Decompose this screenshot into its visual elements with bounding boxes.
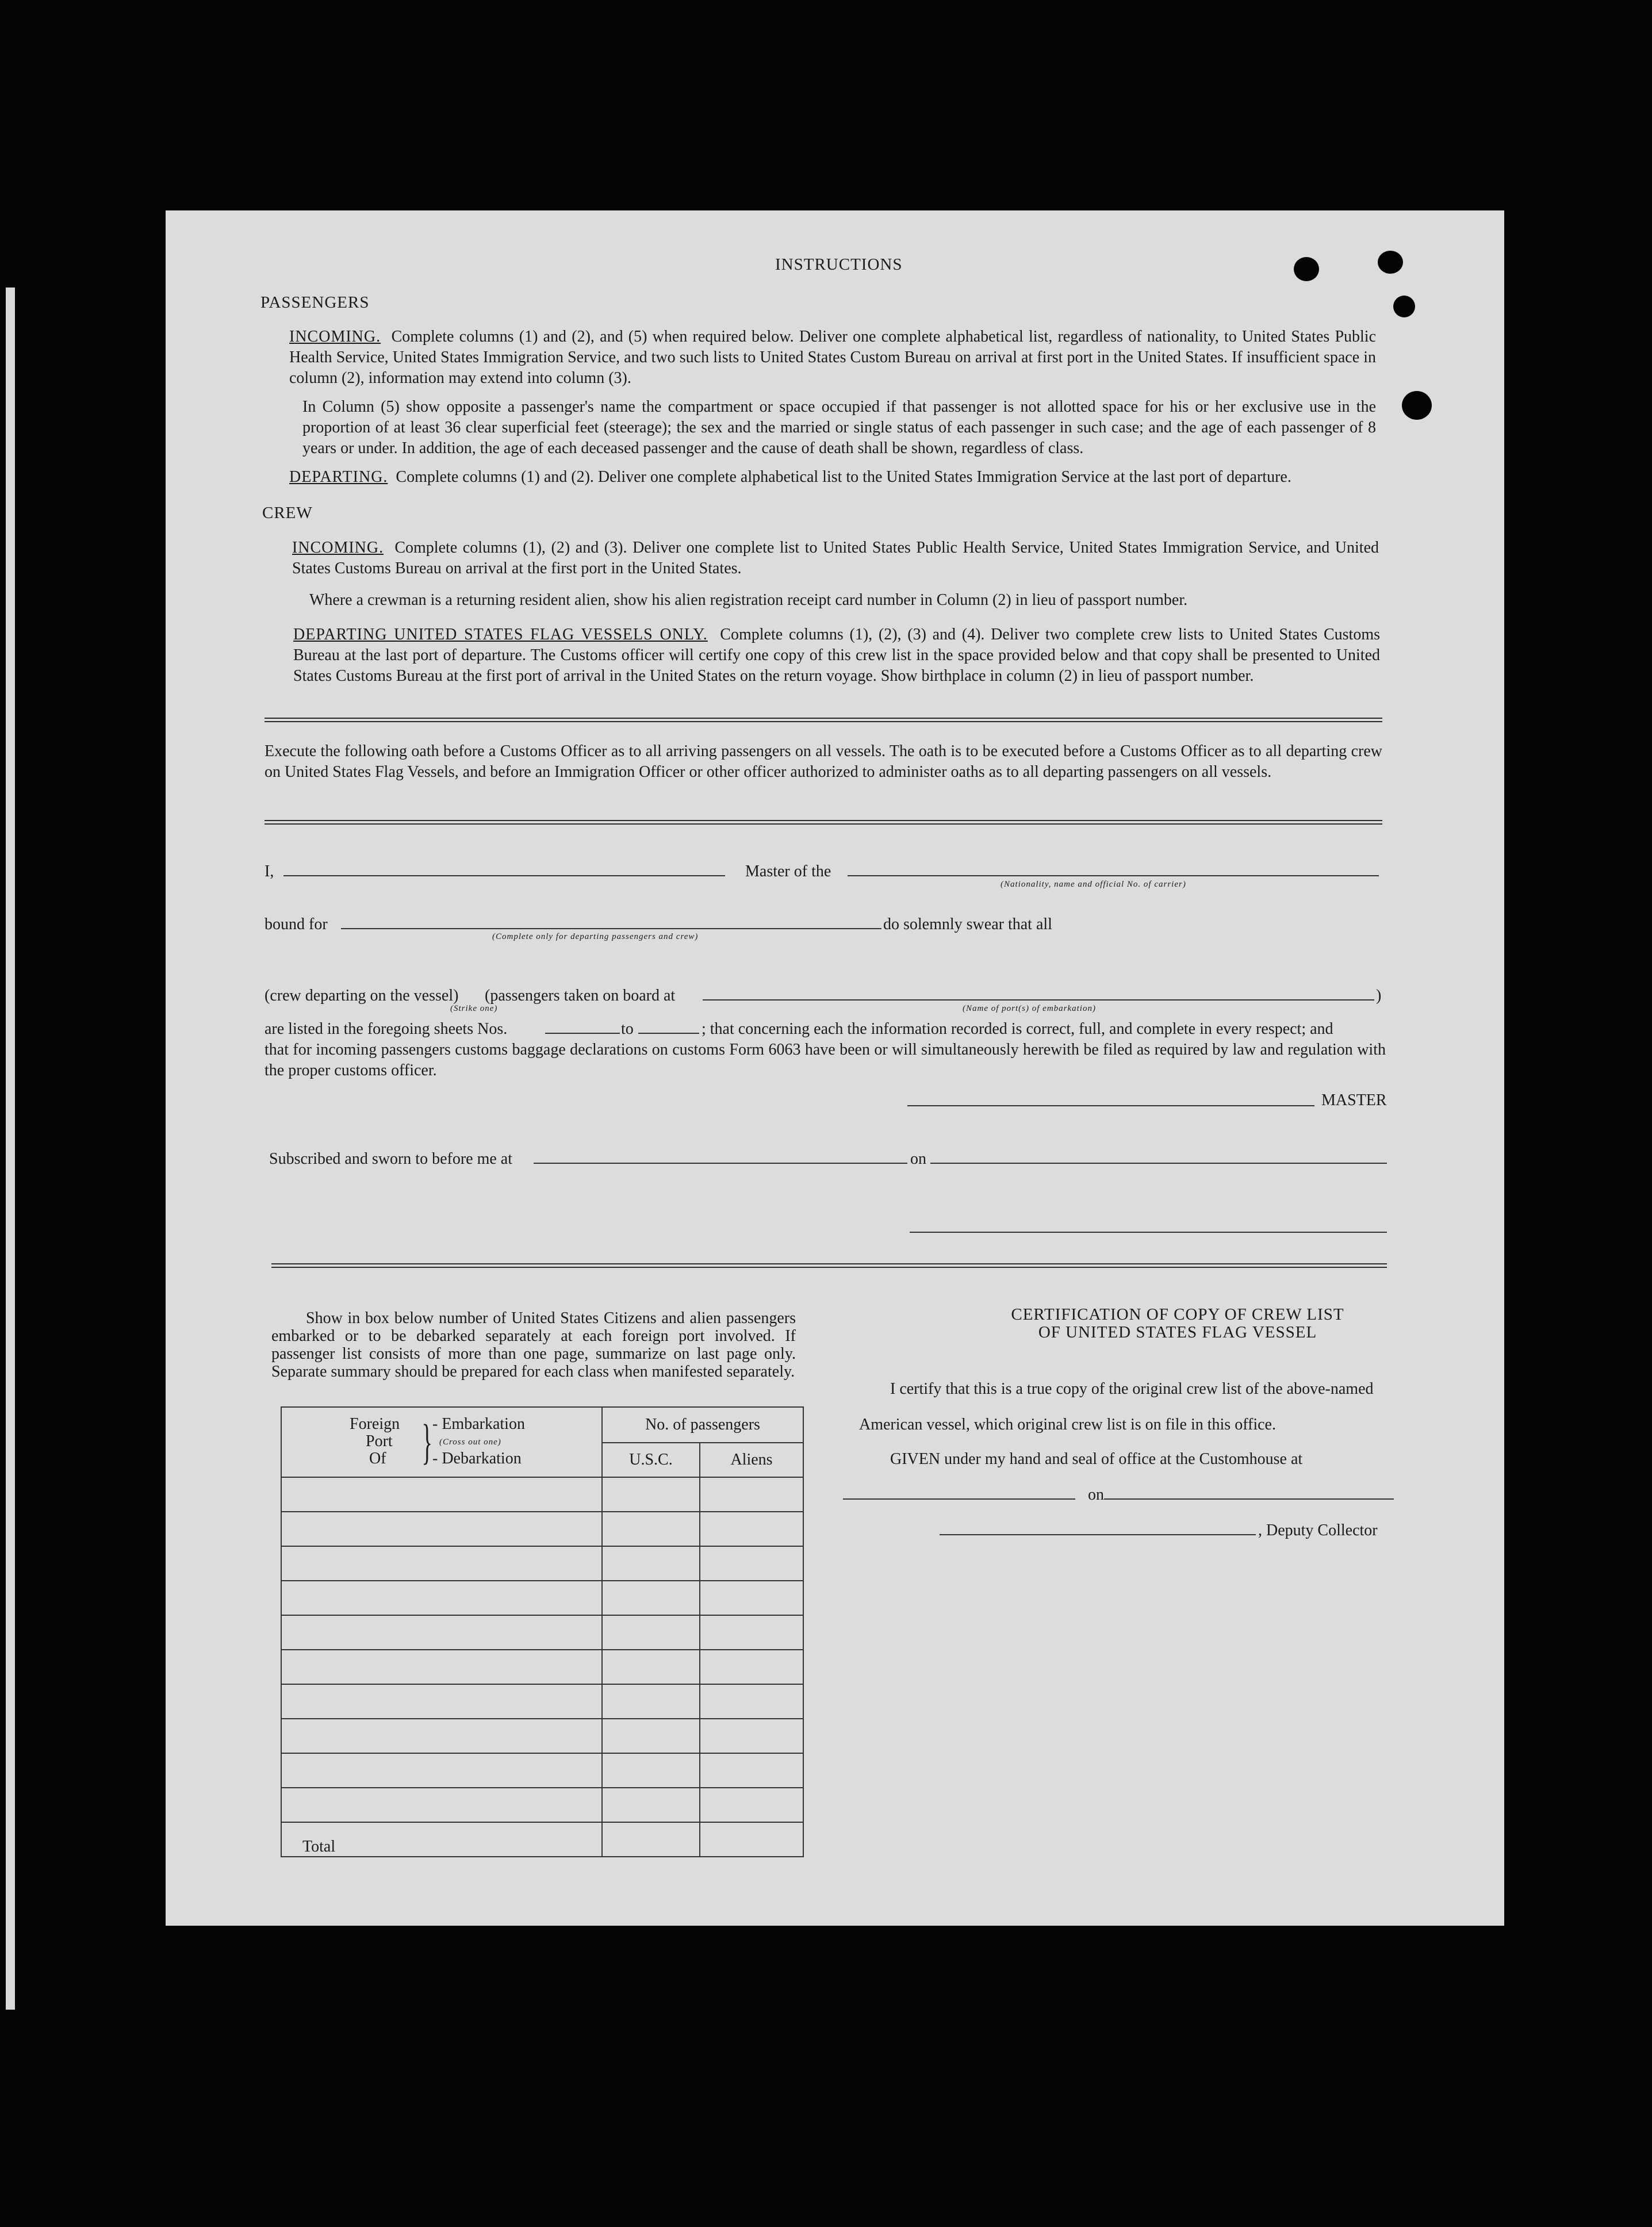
punch-hole: [1393, 296, 1415, 317]
certification-title-line2: OF UNITED STATES FLAG VESSEL: [1038, 1323, 1317, 1341]
aliens-header: Aliens: [700, 1443, 803, 1477]
bound-note: (Complete only for departing passengers and crew): [492, 932, 699, 941]
punch-hole: [1294, 257, 1319, 281]
crew-incoming-paragraph: [292, 538, 1379, 579]
form-page: [166, 210, 1504, 1926]
usc-header: U.S.C.: [602, 1443, 700, 1477]
crew-heading: CREW: [262, 504, 313, 522]
passengers-incoming-text: Complete columns (1) and (2), and (5) when required below. Deliver one complete alphabetical list, regardless of nationality, to United States Public Health Service, United States Immigration Service, and two such lists to United States Custom Bureau on arrival at first port in the United States. If insufficient space in column (2), information may extend into column (3).: [289, 328, 1377, 387]
total-usc-cell[interactable]: [602, 1822, 700, 1857]
port-cell[interactable]: [281, 1615, 602, 1650]
table-row: [281, 1615, 803, 1650]
crew-departing-text: Complete columns (1), (2), (3) and (4). Deliver two complete crew lists to United States Customs Bureau at the last port of departure. The Customs officer will certify one copy of this crew list in the space provided below and that copy shall be presented to United States Customs Bureau at the first port of arrival in the United States on the return voyage. Show birthplace in column (2) in lieu of passport number.: [293, 626, 1381, 685]
usc-cell[interactable]: [602, 1546, 700, 1581]
table-row: [281, 1788, 803, 1822]
port-cell[interactable]: [281, 1477, 602, 1512]
listed-more: that for incoming passengers customs baggage declarations on customs Form 6063 have been or will simultaneously herewith be filed as required by law and regulation with the proper customs officer.: [265, 1041, 1386, 1079]
certification-on-label: on: [1088, 1486, 1104, 1504]
strike-note: (Strike one): [450, 1004, 498, 1013]
certification-title-line1: CERTIFICATION OF COPY OF CREW LIST: [1011, 1305, 1344, 1324]
passengers-heading: PASSENGERS: [260, 293, 370, 312]
subscribed-label: Subscribed and sworn to before me at: [269, 1150, 512, 1168]
sheet-from-line: [545, 1033, 620, 1034]
bound-for-label: bound for: [265, 915, 328, 933]
aliens-cell[interactable]: [700, 1719, 803, 1753]
embarkation-line: [703, 999, 1374, 1001]
listed-prefix: are listed in the foregoing sheets Nos.: [265, 1020, 508, 1038]
passengers-departing-lead: DEPARTING.: [289, 468, 388, 486]
total-row: [281, 1822, 803, 1857]
crew-incoming-text: Complete columns (1), (2) and (3). Deliver one complete list to United States Public Health Service, United States Immigration Service, and United States Customs Bureau on arrival at the first port in the United States.: [292, 539, 1379, 577]
aliens-cell[interactable]: [700, 1546, 803, 1581]
usc-cell[interactable]: [602, 1753, 700, 1788]
aliens-cell[interactable]: [700, 1788, 803, 1822]
given-text: GIVEN under my hand and seal of office at the Customhouse at: [890, 1450, 1303, 1468]
port-cell[interactable]: [281, 1512, 602, 1546]
passengers-departing-paragraph: [289, 467, 1376, 488]
table-row: [281, 1753, 803, 1788]
instructions-title: INSTRUCTIONS: [775, 255, 903, 274]
usc-cell[interactable]: [602, 1719, 700, 1753]
aliens-cell[interactable]: [700, 1615, 803, 1650]
to-label: to: [621, 1020, 634, 1038]
usc-cell[interactable]: [602, 1650, 700, 1684]
aliens-cell[interactable]: [700, 1512, 803, 1546]
master-signature-line: [907, 1105, 1314, 1106]
certification-date-line: [1104, 1498, 1394, 1500]
aliens-cell[interactable]: [700, 1684, 803, 1719]
aliens-cell[interactable]: [700, 1753, 803, 1788]
passengers-incoming-paragraph: [289, 327, 1376, 389]
table-row: [281, 1650, 803, 1684]
total-aliens-cell[interactable]: [700, 1822, 803, 1857]
debarkation-label: - Debarkation: [432, 1450, 522, 1467]
punch-hole: [1378, 251, 1403, 274]
port-label-2: Port: [366, 1432, 393, 1450]
usc-cell[interactable]: [602, 1615, 700, 1650]
port-cell[interactable]: [281, 1719, 602, 1753]
master-label: MASTER: [1321, 1091, 1387, 1109]
certify-text: I certify that this is a true copy of the original crew list of the above-named: [890, 1380, 1374, 1398]
passengers-column5-paragraph: In Column (5) show opposite a passenger's name the compartment or space occupied if that passenger is not allotted space for his or her exclusive use in the proportion of at least 36 clear superficial feet (steerage); the sex and the married or single status of each passenger in such case; and the age of each passenger of 8 years or under. In addition, the age of each deceased passenger and the cause of death shall be shown, regardless of class.: [302, 398, 1376, 457]
carrier-note: (Nationality, name and official No. of carrier): [1001, 880, 1186, 889]
usc-cell[interactable]: [602, 1512, 700, 1546]
section-divider: [271, 1263, 1387, 1268]
officer-signature-line: [910, 1232, 1387, 1233]
section-divider: [265, 820, 1382, 825]
table-row: [281, 1581, 803, 1615]
deputy-signature-line: [940, 1534, 1256, 1535]
deputy-collector-label: , Deputy Collector: [1258, 1521, 1378, 1539]
usc-cell[interactable]: [602, 1684, 700, 1719]
table-row: [281, 1477, 803, 1512]
swear-text: do solemnly swear that all: [883, 915, 1052, 933]
close-paren: ): [1376, 987, 1382, 1005]
oath-intro: Execute the following oath before a Customs Officer as to all arriving passengers on all vessels. The oath is to be executed before a Customs Officer as to all departing crew on United States Flag Vessels, and before an Immigration Officer or other officer authorized to administer oaths as to all departing passengers on all vessels.: [265, 742, 1382, 781]
aliens-cell[interactable]: [700, 1477, 803, 1512]
port-label-3: Of: [369, 1450, 386, 1467]
summary-instructions: Show in box below number of United States Citizens and alien passengers embarked or to be debarked separately at each foreign port involved. If passenger list consists of more than one page, summarize on last page only. Separate summary should be prepared for each class when manifested separately.: [271, 1309, 796, 1381]
subscribed-date-line: [930, 1163, 1387, 1164]
port-label-1: Foreign: [350, 1415, 400, 1433]
certification-title: [856, 1306, 1500, 1341]
usc-cell[interactable]: [602, 1788, 700, 1822]
subscribed-place-line: [534, 1163, 907, 1164]
punch-hole: [1402, 391, 1432, 420]
passengers-incoming-lead: INCOMING.: [289, 328, 381, 346]
film-edge: [6, 288, 15, 2010]
table-row: [281, 1719, 803, 1753]
crew-departing-paragraph: [293, 624, 1380, 687]
sheet-to-line: [638, 1033, 699, 1034]
brace-icon: }: [421, 1414, 432, 1469]
port-cell[interactable]: [281, 1684, 602, 1719]
crew-option: (crew departing on the vessel): [265, 987, 459, 1005]
section-divider: [265, 718, 1382, 722]
table-row: [281, 1546, 803, 1581]
port-cell[interactable]: [281, 1546, 602, 1581]
customhouse-line: [843, 1498, 1075, 1500]
passengers-departing-text: Complete columns (1) and (2). Deliver one complete alphabetical list to the United States Immigration Service at the last port of departure.: [396, 468, 1291, 486]
carrier-line: [848, 875, 1379, 876]
table-row: [281, 1512, 803, 1546]
port-cell[interactable]: [281, 1650, 602, 1684]
crew-resident-paragraph: Where a crewman is a returning resident alien, show his alien registration receipt card number in Column (2) in lieu of passport number.: [309, 591, 1188, 609]
master-of-label: Master of the: [745, 863, 831, 880]
port-cell[interactable]: [281, 1753, 602, 1788]
crew-departing-lead: DEPARTING UNITED STATES FLAG VESSELS ONLY.: [293, 626, 708, 643]
listed-rest: ; that concerning each the information recorded is correct, full, and complete in every respect; and: [702, 1020, 1333, 1038]
embarkation-label: - Embarkation: [432, 1415, 525, 1433]
passengers-header: No. of passengers: [602, 1407, 803, 1443]
cross-note: (Cross out one): [439, 1438, 501, 1447]
embark-note: (Name of port(s) of embarkation): [963, 1004, 1096, 1013]
usc-cell[interactable]: [602, 1581, 700, 1615]
port-cell[interactable]: [281, 1788, 602, 1822]
port-cell[interactable]: [281, 1581, 602, 1615]
passengers-option: (passengers taken on board at: [485, 987, 676, 1005]
american-vessel-text: American vessel, which original crew list is on file in this office.: [859, 1416, 1276, 1433]
aliens-cell[interactable]: [700, 1650, 803, 1684]
table-row: [281, 1684, 803, 1719]
aliens-cell[interactable]: [700, 1581, 803, 1615]
crew-incoming-lead: INCOMING.: [292, 539, 384, 557]
usc-cell[interactable]: [602, 1477, 700, 1512]
passenger-summary-table: [281, 1406, 804, 1857]
bound-for-line: [341, 928, 881, 929]
subscribed-on-label: on: [910, 1150, 926, 1168]
total-label: Total: [281, 1822, 602, 1857]
master-name-line: [283, 875, 725, 876]
oath-i-label: I,: [265, 863, 274, 880]
